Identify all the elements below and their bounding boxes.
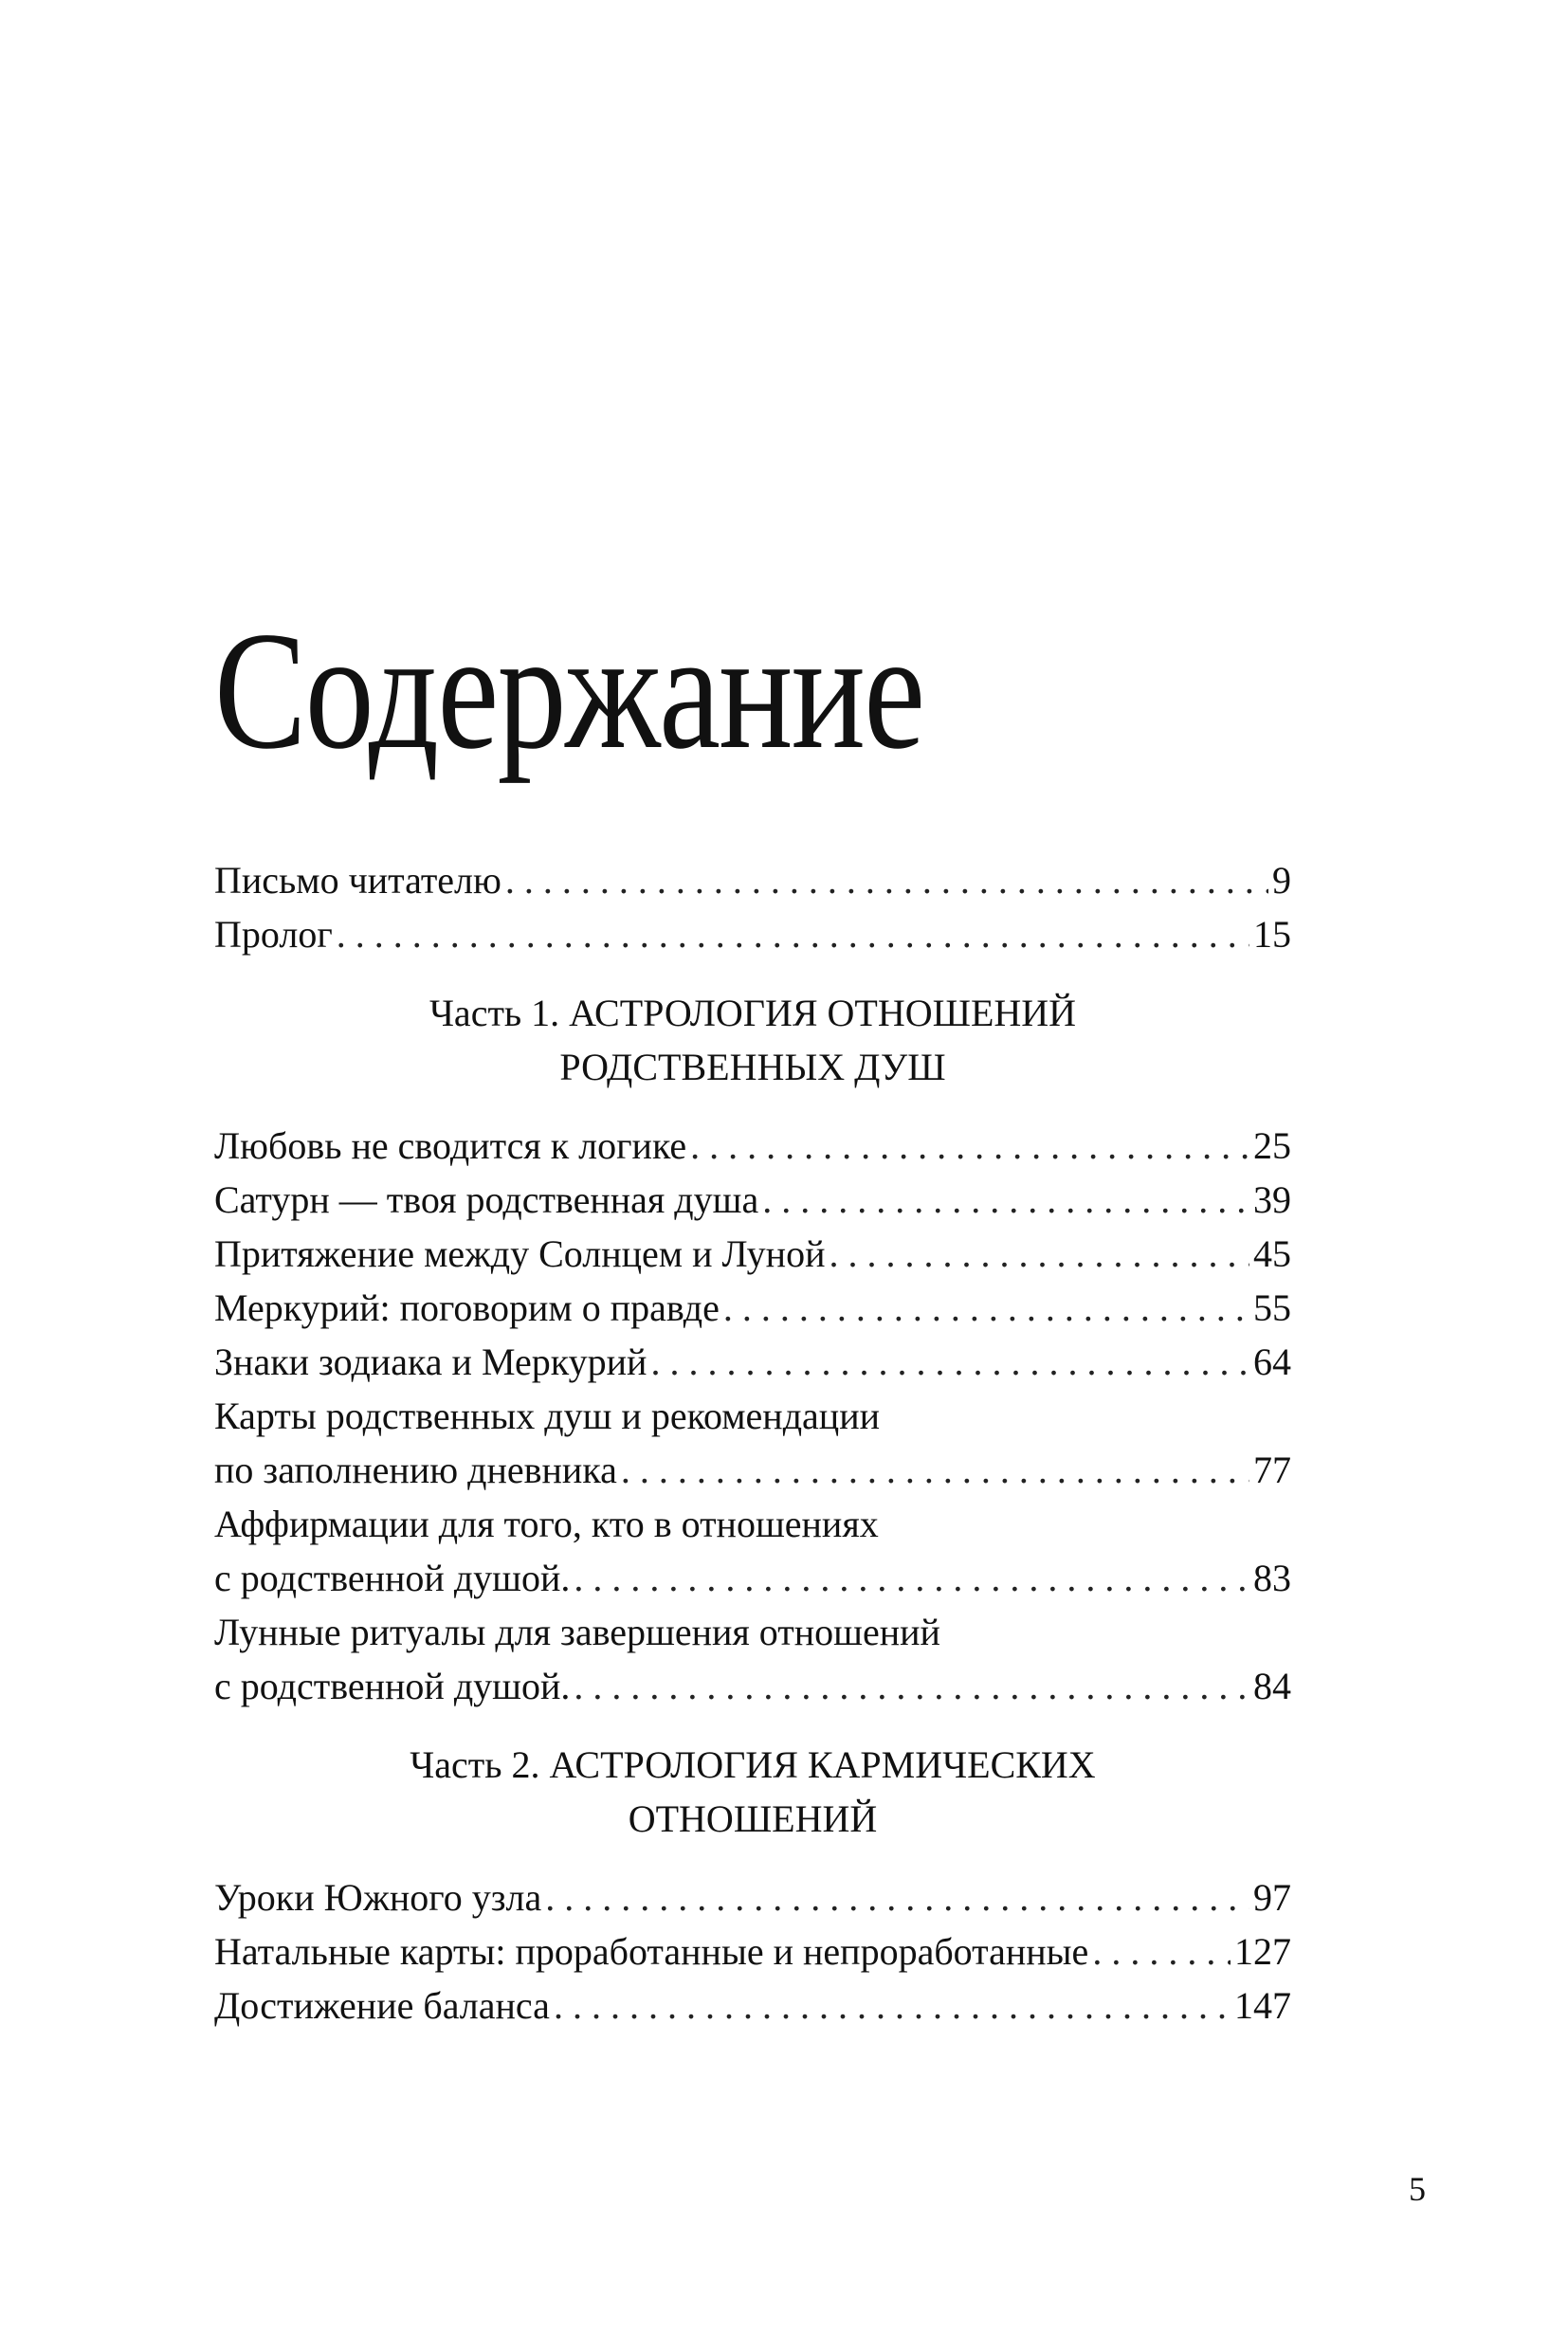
toc-entry[interactable] <box>214 1173 1291 1227</box>
table-of-contents <box>214 853 1291 2033</box>
dot-leader <box>574 1551 1249 1605</box>
dot-leader <box>554 1978 1231 2033</box>
toc-entry-page: 147 <box>1234 1984 1291 2027</box>
part-heading <box>214 986 1291 1094</box>
toc-entry[interactable] <box>214 1978 1291 2033</box>
toc-entry[interactable] <box>214 1924 1291 1978</box>
toc-entry-label: по заполнению дневника <box>214 1449 617 1491</box>
dot-leader <box>650 1335 1249 1389</box>
toc-entry-label: Уроки Южного узла <box>214 1876 542 1919</box>
part-heading <box>214 1738 1291 1846</box>
toc-entry[interactable] <box>214 1605 1291 1713</box>
toc-entry-label: с родственной душой. <box>214 1665 571 1707</box>
dot-leader <box>829 1227 1249 1281</box>
dot-leader <box>1092 1924 1231 1978</box>
toc-entry-label: Достижение баланса <box>214 1984 550 2027</box>
toc-entry-page: 15 <box>1253 913 1291 956</box>
part-heading-line: Часть 2. АСТРОЛОГИЯ КАРМИЧЕСКИХ <box>410 1743 1096 1786</box>
toc-entry[interactable] <box>214 1281 1291 1335</box>
part-heading-line: РОДСТВЕННЫХ ДУШ <box>559 1046 946 1088</box>
dot-leader <box>574 1659 1249 1713</box>
toc-entry[interactable] <box>214 1870 1291 1924</box>
toc-entry-label: Письмо читателю <box>214 859 501 902</box>
toc-entry[interactable] <box>214 853 1291 907</box>
toc-entry-page: 127 <box>1234 1930 1291 1973</box>
toc-entry-label: Натальные карты: проработанные и непроработанные <box>214 1930 1089 1973</box>
toc-entry-page: 39 <box>1253 1178 1291 1221</box>
toc-entry-page: 9 <box>1272 859 1291 902</box>
part-heading-line: ОТНОШЕНИЙ <box>628 1797 878 1840</box>
toc-entry-page: 83 <box>1253 1557 1291 1599</box>
page-number: 5 <box>1409 2170 1426 2208</box>
toc-entry-page: 84 <box>1253 1665 1291 1707</box>
dot-leader <box>621 1443 1249 1497</box>
toc-entry-label: Любовь не сводится к логике <box>214 1124 687 1167</box>
toc-entry-label: Меркурий: поговорим о правде <box>214 1286 720 1329</box>
toc-entry-page: 77 <box>1253 1449 1291 1491</box>
toc-entry-page: 64 <box>1253 1340 1291 1383</box>
dot-leader <box>337 907 1249 961</box>
toc-entry-label: Притяжение между Солнцем и Луной <box>214 1232 826 1275</box>
toc-entry[interactable] <box>214 1335 1291 1389</box>
dot-leader <box>545 1870 1249 1924</box>
toc-entry-label: Пролог <box>214 913 333 956</box>
toc-entry[interactable] <box>214 1119 1291 1173</box>
toc-entry-label: Сатурн — твоя родственная душа <box>214 1178 759 1221</box>
toc-entry[interactable] <box>214 907 1291 961</box>
toc-entry-label: Знаки зодиака и Меркурий <box>214 1340 647 1383</box>
toc-entry-label-line1: Аффирмации для того, кто в отношениях <box>214 1503 879 1545</box>
toc-entry-page: 25 <box>1253 1124 1291 1167</box>
toc-entry[interactable] <box>214 1227 1291 1281</box>
toc-entry[interactable] <box>214 1389 1291 1497</box>
toc-entry-label: с родственной душой. <box>214 1557 571 1599</box>
dot-leader <box>690 1119 1249 1173</box>
toc-entry-page: 97 <box>1253 1876 1291 1919</box>
toc-entry[interactable] <box>214 1497 1291 1605</box>
page-title: Содержание <box>214 596 924 785</box>
dot-leader <box>723 1281 1249 1335</box>
dot-leader <box>762 1173 1249 1227</box>
toc-entry-label-line1: Карты родственных душ и рекомендации <box>214 1395 881 1437</box>
toc-entry-page: 45 <box>1253 1232 1291 1275</box>
part-heading-line: Часть 1. АСТРОЛОГИЯ ОТНОШЕНИЙ <box>428 992 1077 1034</box>
dot-leader <box>505 853 1268 907</box>
toc-entry-page: 55 <box>1253 1286 1291 1329</box>
toc-entry-label-line1: Лунные ритуалы для завершения отношений <box>214 1611 940 1653</box>
